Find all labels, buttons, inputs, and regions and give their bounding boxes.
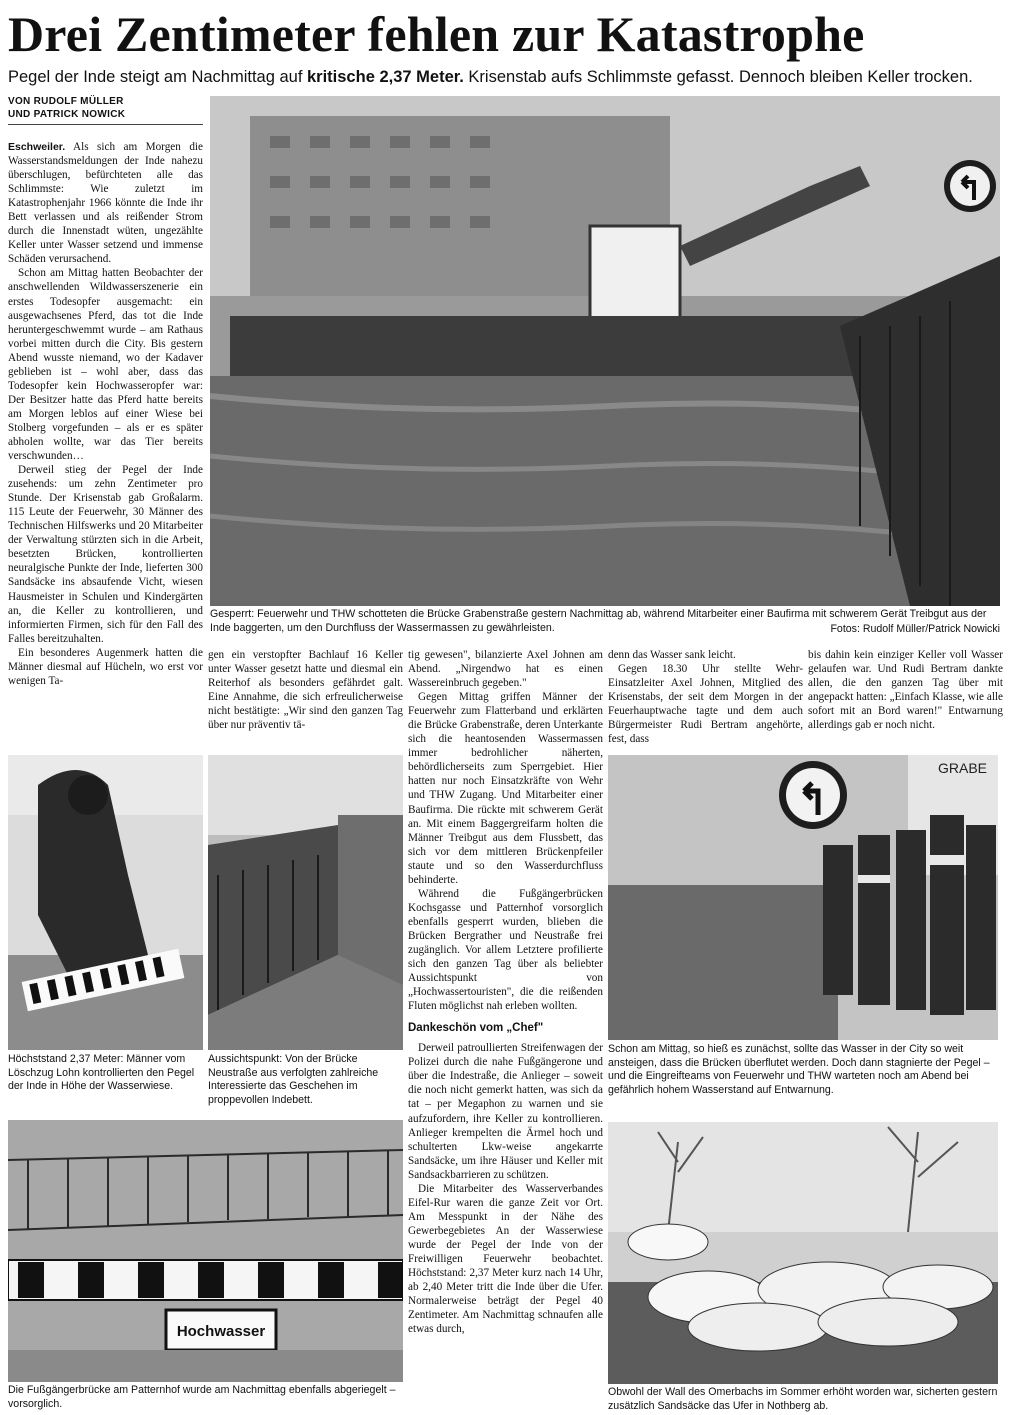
subheading: Dankeschön vom „Chef": [408, 1022, 544, 1035]
paragraph: [8, 140, 203, 266]
paragraph: Ein besonderes Augenmerk hatten die Männer diesmal auf Hücheln, wo erst vor wenigen Ta-: [8, 646, 203, 687]
paragraph: denn das Wasser sank leicht.: [608, 649, 736, 661]
photo-credit: Fotos: Rudolf Müller/Patrick Nowicki: [830, 623, 1000, 635]
main-photo-bridge-excavator: [210, 96, 1000, 606]
gauge-photo-caption: Höchststand 2,37 Meter: Männer vom Löschzug Lohn kontrollierten den Pegel der Inde in Höhe der Wasserwiese.: [8, 1053, 195, 1093]
subhead-highlight: kritische 2,37 Meter.: [307, 68, 464, 86]
subhead: [8, 66, 1006, 88]
column-2: [208, 648, 403, 748]
subhead-tail: Krisenstab aufs Schlimmste gefasst. Dennoch bleiben Keller trocken.: [463, 68, 973, 86]
main-photo-caption: Gesperrt: Feuerwehr und THW schotteten die Brücke Grabenstraße gestern Nachmittag ab, während Mitarbeiter einer Baufirma mit schwerem Gerät Treibgut aus der Inde baggerten, um den Durchfluss der Wassermassen zu gewährleisten.: [210, 608, 987, 634]
byline-author-1: VON RUDOLF MÜLLER: [8, 96, 124, 107]
firefighters-photo-caption: Schon am Mittag, so hieß es zunächst, sollte das Wasser in der City so weit ansteigen, dass die Brücken überflutet werden. Doch dann stagnierte der Pegel – und die Eingreifteams von Feuerwehr und THW warteten noch am Abend bei gefährlich hohem Wasserstand auf Entwarnung.: [608, 1043, 990, 1096]
paragraph: gen ein verstopfter Bachlauf 16 Keller unter Wasser gesetzt hatte und diesmal ein Reiterhof als besonders gefährdet galt. Eine Annahme, die sich erfreulicherweise nicht bestätigte: „Wir sind den ganzen Tag über nur präventiv tä-: [208, 649, 403, 732]
paragraph: Gegen 18.30 Uhr stellte Wehr-Einsatzleiter Axel Johnen, Mitglied des Krisenstabs, der seit dem Morgen in der Feuerhauptwache tagte und dem auch Bürgermeister Rudi Bertram angehörte, fest, dass: [608, 663, 803, 746]
column-5: [808, 648, 1003, 748]
paragraph-text: Als sich am Morgen die Wasserstandsmeldungen der Inde nahezu überschlugen, befürchteten alle das Schlimmste: Wie zuletzt im Katastrophenjahr 1966 könnte die Inde ihr Bett verlassen und als reißender Strom durch die Innenstadt wüten, ungezählte Keller unter Wasser setzend und immense Schäden verursachend.: [8, 141, 203, 266]
sandbags-photo: [608, 1122, 998, 1384]
barrier-photo-caption: Die Fußgängerbrücke am Patternhof wurde am Nachmittag ebenfalls abgeriegelt – vorsorglich.: [8, 1384, 396, 1410]
column-1: [8, 140, 203, 745]
column-4: [608, 648, 803, 748]
firefighters-photo: [608, 755, 998, 1040]
column-3: [408, 648, 603, 1408]
paragraph: Gegen Mittag griffen Männer der Feuerwehr zum Flatterband und erklärten die Brücke Grabenstraße, deren Unterkante sich die heantosenden Wassermassen immer bedrohlicher näherten, behördlicherseits zum Sperrgebiet. Hier hatten nur noch Einsatzkräfte von Wehr und THW Zugang. Und Mitarbeiter einer Baufirma. Die rückte mit schwerem Gerät an. Mit einem Baggergreifarm holten die Männer Treibgut aus dem Flussbett, das sich vor dem mittleren Brückenpfeiler staute und so den Wasserdurchfluss behinderte.: [408, 691, 603, 886]
paragraph: Während die Fußgängerbrücken Kochsgasse und Patternhof vorsorglich ebenfalls gesperrt wurden, blieben die Brücken Bergrather und Neustraße frei zugänglich. Vor allem Letztere profilierte sich den ganzen Tag über als beliebter Aussichtspunkt von „Hochwassertouristen", die die reißenden Fluten möglichst nah erleben wollten.: [408, 887, 603, 1013]
byline-author-2: UND PATRICK NOWICK: [8, 109, 126, 120]
hochwasser-sign-text: Hochwasser: [176, 1323, 266, 1340]
paragraph: Derweil stieg der Pegel der Inde zusehends: um zehn Zentimeter pro Stunde. Der Krisenstab gab Großalarm. 115 Leute der Feuerwehr, 30 Männer des Technischen Hilfswerks und 20 Mitarbeiter der Verwaltung stürzten sich in die Arbeit, besetzten Brücken, kontrollierten neuralgische Punkte der Inde, lieferten 300 Sandsäcke ins absaufende Vicht, wiesen Hausmeister in Schulen und Kindergärten an, die Keller zu kontrollieren, und informierten Firmen, sich für den Fall des Falles bereitzuhalten.: [8, 464, 203, 645]
street-sign-text: GRABE: [938, 760, 988, 776]
paragraph: Die Mitarbeiter des Wasserverbandes Eifel-Rur waren die ganze Zeit vor Ort. Am Messpunkt in der Nähe des Gewerbegebietes An der Wasserwiese wurde der Pegel der Inde von der Freiwilligen Feuerwehr beobachtet. Höchststand: 2,37 Meter kurz nach 14 Uhr, ab 2,40 Meter tritt die Inde über die Ufer. Normalerweise beträgt der Pegel 40 Zentimeter. Am Nachmittag schnaufen alle etwas durch,: [408, 1182, 603, 1336]
bridge-spectators-photo: [208, 755, 403, 1050]
paragraph: Schon am Mittag hatten Beobachter der anschwellenden Wildwasserszenerie ein erstes Todesopfer ausgemacht: ein ausgewachsenes Pferd, das tot die Inde heruntergeschwemmt wurde – am Rathaus vorbei mitten durch die City. Bis gestern Abend wusste niemand, wo der Kadaver geblieben ist – wohl aber, dass das Todesopfer kein Hochwasseropfer war: Der Besitzer hatte das Pferd hatte bereits am Morgen leblos auf einer Wiese bei Stolberg vorgefunden – als er es später abholen wollte, war das Tier bereits verschwunden…: [8, 267, 203, 463]
sandbags-photo-caption: Obwohl der Wall des Omerbachs im Sommer erhöht worden war, sicherten gestern zusätzlich Sandsäcke das Ufer in Nothberg ab.: [608, 1386, 998, 1412]
paragraph: bis dahin kein einziger Keller voll Wasser gelaufen war. Und Rudi Bertram dankte allen, die den ganzen Tag über mit angepackt hatten: „Einfach Klasse, wie alle sofort mit an Bord waren!" Entwarnung allerdings gab er noch nicht.: [808, 649, 1003, 732]
dateline: Eschweiler.: [8, 141, 66, 153]
subhead-lead: Pegel der Inde steigt am Nachmittag auf: [8, 68, 307, 86]
paragraph: tig gewesen", bilanzierte Axel Johnen am Abend. „Nirgendwo hat es einen Wassereinbruch gegeben.": [408, 649, 603, 690]
paragraph: Derweil patroullierten Streifenwagen der Polizei durch die nahe Fußgängerone und über die Indestraße, die Anlieger – soweit die noch nicht gemerkt hatten, was sich da tat – per Megaphon zu warnen und sie aufzufordern, ihre Keller zu kontrollieren. Anlieger krempelten die Ärmel hoch und schulterten Lkw-weise angekarrte Sandsäcke, um ihre Häuser und Keller mit Sandsackbarrieren zu schützen.: [408, 1042, 603, 1181]
byline-rule: [8, 124, 203, 125]
barrier-photo: [8, 1120, 403, 1382]
byline: [8, 95, 203, 121]
headline: Drei Zentimeter fehlen zur Katastrophe: [8, 6, 865, 62]
bridge-photo-caption: Aussichtspunkt: Von der Brücke Neustraße aus verfolgten zahlreiche Interessierte das Geschehen im proppevollen Indebett.: [208, 1053, 379, 1106]
gauge-photo: [8, 755, 203, 1050]
